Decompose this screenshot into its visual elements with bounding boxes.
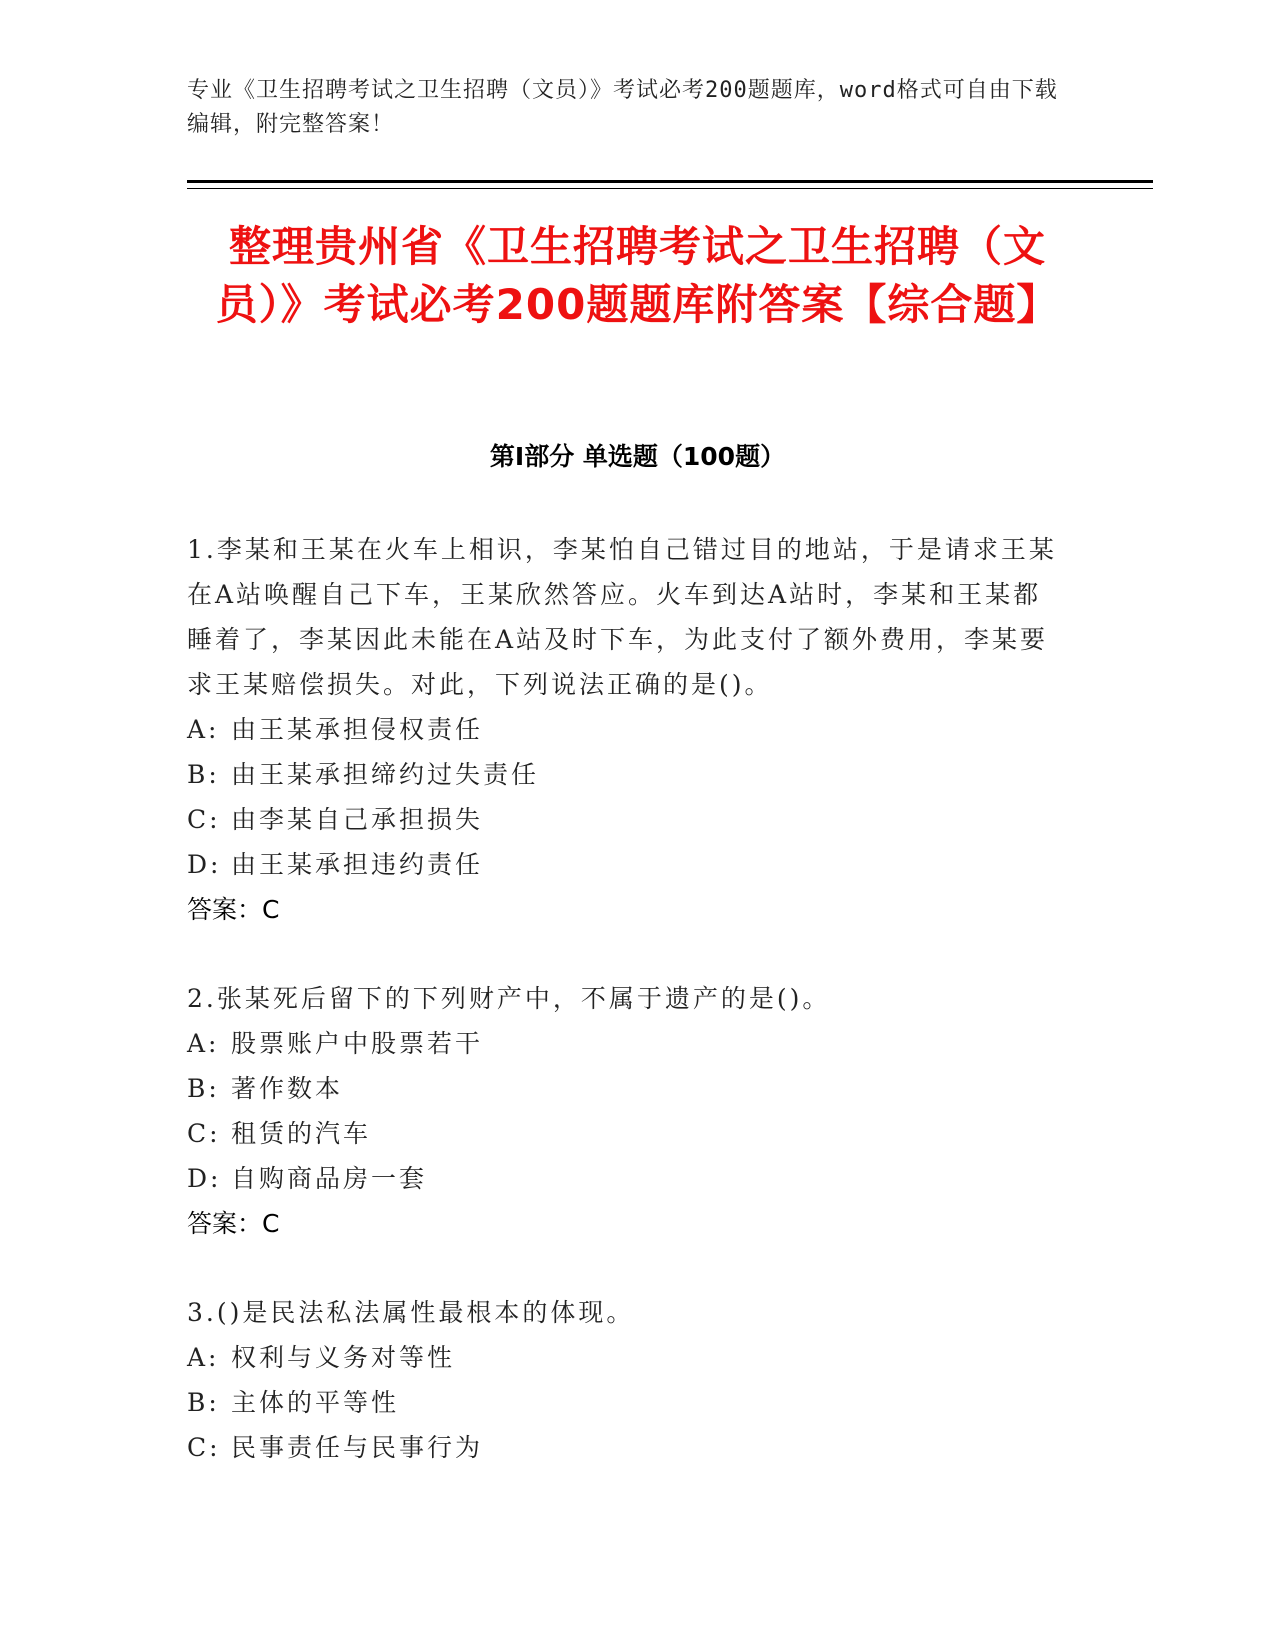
option-c bbox=[187, 1111, 1057, 1156]
option-text: 租赁的汽车 bbox=[231, 1119, 372, 1148]
question-list bbox=[187, 527, 1057, 1514]
question-stem: 2.张某死后留下的下列财产中，不属于遗产的是()。 bbox=[187, 984, 831, 1013]
option-key: C: bbox=[187, 805, 221, 834]
answer: 答案：C bbox=[187, 895, 280, 924]
option-text: 民事责任与民事行为 bbox=[231, 1433, 484, 1462]
option-c bbox=[187, 1425, 1057, 1470]
question-stem: 1.李某和王某在火车上相识，李某怕自己错过目的地站，于是请求王某在A站唤醒自己下车，王某欣然答应。火车到达A站时，李某和王某都睡着了，李某因此未能在A站及时下车，为此支付了额外费用，李某要求王某赔偿损失。对此，下列说法正确的是()。 bbox=[187, 535, 1057, 699]
option-key: C: bbox=[187, 1119, 221, 1148]
option-key: A: bbox=[187, 715, 220, 744]
option-c bbox=[187, 797, 1057, 842]
option-key: D: bbox=[187, 1164, 222, 1193]
option-b bbox=[187, 752, 1057, 797]
section-title: 第Ⅰ部分 单选题（100题） bbox=[489, 442, 786, 471]
option-a bbox=[187, 707, 1057, 752]
option-key: B: bbox=[187, 760, 220, 789]
header-note: 专业《卫生招聘考试之卫生招聘（文员）》考试必考200题题库，word格式可自由下载编辑，附完整答案！ bbox=[187, 78, 1058, 137]
option-text: 权利与义务对等性 bbox=[231, 1343, 456, 1372]
answer: 答案：C bbox=[187, 1209, 280, 1238]
option-text: 股票账户中股票若干 bbox=[231, 1029, 484, 1058]
option-a bbox=[187, 1335, 1057, 1380]
option-text: 著作数本 bbox=[231, 1074, 344, 1103]
question-1 bbox=[187, 527, 1057, 932]
option-b bbox=[187, 1380, 1057, 1425]
question-2 bbox=[187, 976, 1057, 1246]
option-b bbox=[187, 1066, 1057, 1111]
option-a bbox=[187, 1021, 1057, 1066]
option-text: 由李某自己承担损失 bbox=[231, 805, 484, 834]
option-text: 自购商品房一套 bbox=[231, 1164, 428, 1193]
option-d bbox=[187, 842, 1057, 887]
option-key: B: bbox=[187, 1388, 220, 1417]
document-title: 整理贵州省《卫生招聘考试之卫生招聘（文员）》考试必考200题题库附答案【综合题】 bbox=[215, 222, 1060, 329]
option-key: A: bbox=[187, 1029, 220, 1058]
option-text: 由王某承担违约责任 bbox=[231, 850, 484, 879]
header-rule-thick bbox=[187, 180, 1153, 183]
option-text: 主体的平等性 bbox=[231, 1388, 400, 1417]
option-text: 由王某承担缔约过失责任 bbox=[231, 760, 540, 789]
option-d bbox=[187, 1156, 1057, 1201]
option-key: D: bbox=[187, 850, 222, 879]
option-text: 由王某承担侵权责任 bbox=[231, 715, 484, 744]
option-key: A: bbox=[187, 1343, 220, 1372]
header-rule-thin bbox=[187, 188, 1153, 189]
option-key: B: bbox=[187, 1074, 220, 1103]
question-3 bbox=[187, 1290, 1057, 1470]
option-key: C: bbox=[187, 1433, 221, 1462]
question-stem: 3.()是民法私法属性最根本的体现。 bbox=[187, 1298, 635, 1327]
